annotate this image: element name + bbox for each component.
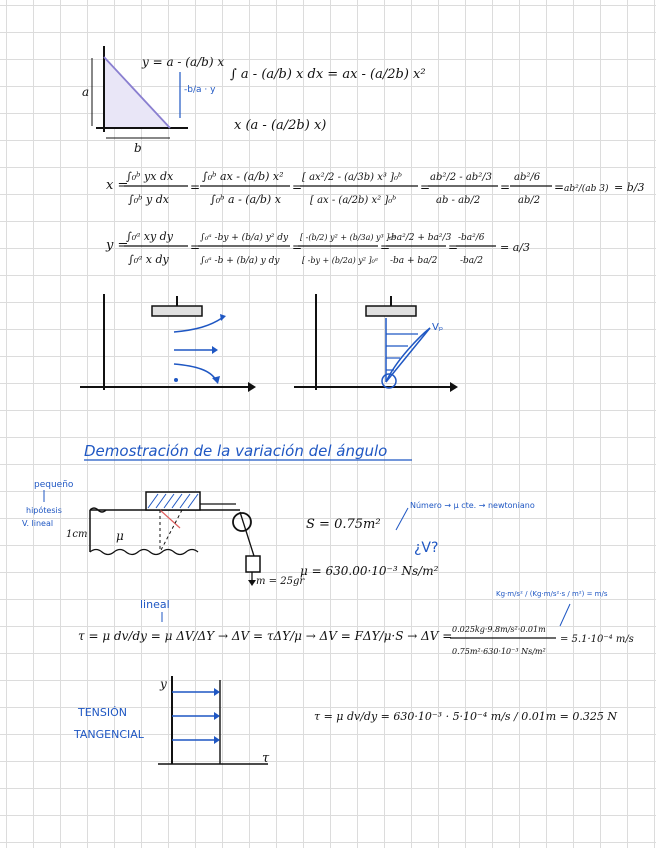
svg-text:=: = [500,180,511,194]
x-frac1-den: ∫₀ᵇ y dx [128,193,169,206]
numero-note: Número → μ cte. → newtoniano [410,501,535,510]
x-frac5-num: ab²/6 [514,172,541,183]
question-label: ¿V? [414,540,439,556]
v-lineal-note: V. lineal [22,519,54,528]
demo-title: Demostración de la variación del ángulo [84,442,388,460]
mu-symbol: μ [116,529,124,543]
svg-text:=: = [292,180,303,194]
y-frac2-den: ∫₀ᵃ -b + (b/a) y dy [200,256,280,266]
x-result: = b/3 [614,181,645,194]
x-frac2-num: ∫₀ᵇ ax - (a/b) x² [202,170,284,183]
y-frac3-num: [ -(b/2) y² + (b/3a) y³ ]₀ᵃ [300,233,396,242]
svg-text:=: = [448,240,459,254]
one-cm-label: 1cm [66,529,88,540]
x-frac2-den: ∫₀ᵇ a - (a/b) x [210,193,281,206]
svg-text:=: = [292,240,303,254]
line-equation: y = a - (a/b) x [142,55,225,69]
tension-equation: τ = μ dv/dy = 630·10⁻³ · 5·10⁻⁴ m/s / 0.01m = 0.325 N [314,710,617,723]
svg-text:=: = [190,240,201,254]
y-frac5-num: -ba²/6 [458,233,485,243]
centroid-y-equation [105,230,530,266]
factored-expression: x (a - (a/2b) x) [234,118,327,133]
centroid-x-equation [106,170,644,206]
x-frac5-den: ab/2 [518,195,541,206]
svg-text:=: = [380,240,391,254]
vp-label: Vₚ [432,322,444,333]
hipotesis-note: hipótesis [26,506,62,515]
axis-tau-label: τ [262,751,270,766]
lineal-note: lineal [140,598,170,611]
tau-chain: τ = μ dv/dy = μ ΔV/ΔY → ΔV = τΔY/μ → ΔV = FΔY/μ·S → ΔV = [78,629,453,643]
y-result: = a/3 [500,241,530,254]
svg-text:=: = [190,180,201,194]
x-frac4-den: ab - ab/2 [436,195,481,206]
svg-text:=: = [554,180,565,194]
y-frac1-den: ∫₀ᵃ x dy [128,253,169,266]
svg-text:=: = [420,180,431,194]
delta-v-numerator: 0.025kg·9.8m/s²·0.01m [452,625,546,634]
x-frac3-den: [ ax - (a/2b) x² ]₀ᵇ [310,195,397,206]
tension-label-1: TENSIÓN [78,706,128,719]
mu-value: μ = 630.00·10⁻³ Ns/m² [300,564,439,578]
shear-profile-sketch [158,676,268,764]
units-note: Kg·m/s² / (Kg·m/s²·s / m²) = m/s [496,590,608,598]
x-frac1-num: ∫₀ᵇ yx dx [126,170,174,183]
side-note: -b/a · y [184,85,216,95]
y-frac2-num: ∫₀ᵃ -by + (b/a) y² dy [200,233,289,243]
integral-expression: ∫ a - (a/b) x dx = ax - (a/2b) x² [230,67,426,82]
y-frac1-num: ∫₀ᵃ xy dy [126,230,173,243]
y-frac4-num: -ba²/2 + ba²/3 [388,233,452,243]
x-frac4-num: ab²/2 - ab²/3 [430,172,492,183]
tension-label-2: TANGENCIAL [74,728,144,741]
axis-y-label: y [160,677,167,691]
y-frac5-den: -ba/2 [460,256,483,266]
y-frac4-den: -ba + ba/2 [390,256,438,266]
y-lhs: y = [106,238,129,253]
label-b: b [134,141,142,155]
delta-v-result: = 5.1·10⁻⁴ m/s [560,634,634,645]
y-frac3-den: [ -by + (b/2a) y² ]₀ᵃ [302,256,378,265]
x-frac6: ab²/(ab 3) [564,184,609,194]
pequeno-note: pequeño [34,480,74,490]
x-lhs: x = [106,178,129,193]
flow-sketch-left [80,294,256,392]
mass-label: m = 25gr [256,576,305,587]
label-a: a [82,85,90,99]
flow-sketch-right [294,294,458,392]
delta-v-denominator: 0.75m²·630·10⁻³ Ns/m² [452,647,546,656]
x-frac3-num: [ ax²/2 - (a/3b) x³ ]₀ᵇ [302,172,402,183]
area-label: S = 0.75m² [306,517,381,532]
